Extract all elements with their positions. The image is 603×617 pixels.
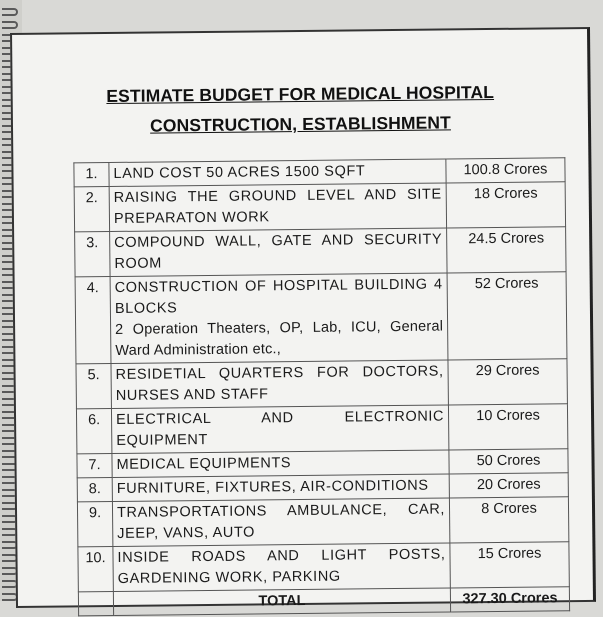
item-amount: 50 Crores [449,449,568,474]
table-row [76,404,567,454]
item-number: 5. [76,363,111,408]
item-amount: 20 Crores [449,473,568,498]
item-description-text: MEDICAL EQUIPMENTS [116,455,292,473]
table-row [76,359,567,409]
item-number: 8. [77,477,112,501]
item-description [112,450,449,478]
document-page [10,27,596,608]
table-row [77,497,568,547]
item-description [112,474,449,502]
item-description [109,159,446,187]
document-title: ESTIMATE BUDGET FOR MEDICAL HOSPITAL [106,81,495,107]
item-description [112,498,449,547]
document-subtitle: CONSTRUCTION, ESTABLISHMENT [149,112,452,136]
item-description [110,228,447,277]
total-label: TOTAL [113,588,450,616]
total-row [78,587,569,616]
item-description-detail: 2 Operation Theaters, OP, Lab, ICU, General Ward Administration etc., [115,318,444,359]
total-blank-cell [78,591,113,615]
item-number: 3. [75,232,110,277]
item-amount: 52 Crores [447,272,567,360]
item-amount: 10 Crores [448,404,567,450]
item-amount: 8 Crores [449,497,568,543]
item-description-text: ELECTRICAL AND ELECTRONIC EQUIPMENT [115,408,445,449]
item-number: 7. [77,453,112,477]
item-amount: 100.8 Crores [446,158,565,183]
item-description [109,183,446,232]
item-number: 4. [75,277,111,364]
item-description [111,360,448,409]
item-description-text: COMPOUND WALL, GATE AND SECURITY ROOM [114,231,443,272]
item-description-text: CONSTRUCTION OF HOSPITAL BUILDING 4 BLOCKS [114,276,443,317]
item-description-text: INSIDE ROADS AND LIGHT POSTS, GARDENING WORK, PARKING [117,546,446,587]
table-row [78,542,569,592]
item-amount: 29 Crores [448,359,567,405]
item-description-text: LAND COST 50 ACRES 1500 SQFT [113,163,366,182]
item-number: 1. [74,163,109,187]
budget-table [73,157,570,616]
table-row [75,227,566,277]
total-amount: 327.30 Crores [450,587,569,612]
item-description-text: FURNITURE, FIXTURES, AIR-CONDITIONS [116,477,429,497]
item-amount: 18 Crores [446,182,565,228]
item-description-text: TRANSPORTATIONS AMBULANCE, CAR, JEEP, VANS, AUTO [116,501,446,542]
item-description-text: RAISING THE GROUND LEVEL AND SITE PREPARATON WORK [113,186,442,227]
item-number: 6. [76,408,111,453]
item-number: 2. [74,187,109,232]
item-number: 9. [77,501,112,546]
table-row [74,182,565,232]
binding-coil [2,8,18,16]
item-description [113,543,450,592]
item-amount: 24.5 Crores [447,227,566,273]
item-description [110,273,448,364]
table-row [75,272,567,364]
item-number: 10. [78,546,113,591]
binding-coil [2,21,18,29]
item-description [111,405,448,454]
item-description-text: RESIDETIAL QUARTERS FOR DOCTORS, NURSES AND STAFF [115,363,444,404]
item-amount: 15 Crores [450,542,569,588]
